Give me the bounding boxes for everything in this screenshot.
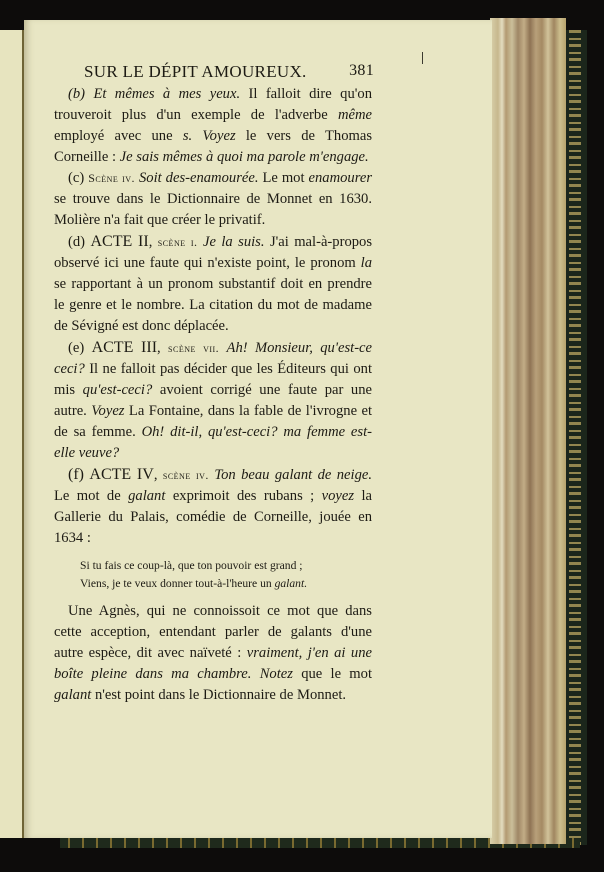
verse-line: Si tu fais ce coup-là, que ton pouvoir est grand ; (80, 559, 303, 572)
note-c: (c) Scène iv. Soit des-enamourée. Le mot enamourer se trouve dans le Dictionnaire de Monnet en 1630. Molière n'a fait que créer le privatif. (54, 170, 372, 228)
facing-page-edge (0, 30, 24, 838)
page-fore-edge (490, 18, 566, 844)
verse-line: Viens, je te veux donner tout-à-l'heure un galant. (80, 577, 308, 590)
page-body (54, 84, 372, 706)
note-f: (f) ACTE IV, scène iv. Ton beau galant de neige. Le mot de galant exprimoit des rubans ; voyez la Gallerie du Palais, comédie de Corneille, jouée en 1634 : (54, 466, 373, 546)
note-b: (b) Et mêmes à mes yeux. Il falloit dire qu'on trouveroit plus d'un exemple de l'adverbe même employé avec une s. Voyez le vers de Thomas Corneille : Je sais mêmes à quoi ma parole m'engage. (54, 86, 372, 165)
note-e: (e) ACTE III, scène vii. Ah! Monsieur, qu'est-ce ceci? Il ne falloit pas décider que les Éditeurs qui ont mis qu'est-ceci? avoient corrigé une faute par une autre. Voyez La Fontaine, dans la fable de l'ivrogne et de sa femme. Oh! dit-il, qu'est-ceci? ma femme est-elle veuve? (54, 339, 373, 461)
gilt-border-ornament (569, 30, 581, 845)
ink-mark (422, 52, 423, 64)
running-header (84, 62, 374, 82)
verse-quotation (80, 557, 372, 593)
note-continuation: Une Agnès, qui ne connoissoit ce mot que dans cette acception, entendant parler de galants d'une autre espèce, dit avec naïveté : vraiment, j'en ai une boîte pleine dans ma chambre. Notez que le mot galant n'est point dans le Dictionnaire de Monnet. (54, 603, 373, 703)
running-title: SUR LE DÉPIT AMOUREUX. (84, 62, 307, 81)
book-cover-edge (564, 30, 587, 845)
note-d: (d) ACTE II, scène i. Je la suis. J'ai mal-à-propos observé ici une faute qui n'existe point, le pronom la se rapportant à un pronom substantif doit en prendre le genre et le nombre. La citation du mot de madame de Sévigné est donc déplacée. (54, 233, 373, 334)
page-number: 381 (349, 62, 374, 79)
